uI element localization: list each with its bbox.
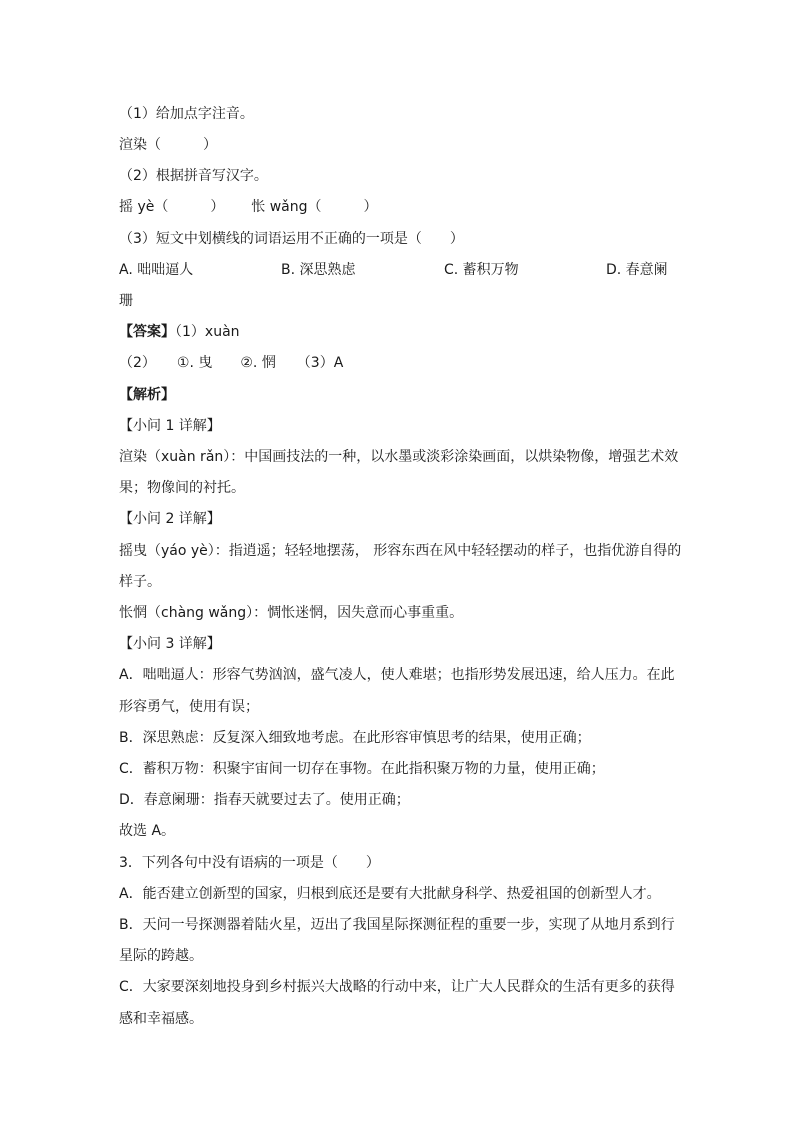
analysis-sub1-line2: 果；物像间的衬托。	[119, 480, 245, 496]
analysis-sub3-c: C．蓄积万物：积聚宇宙间一切存在事物。在此指积聚万物的力量，使用正确；	[119, 761, 605, 777]
analysis-sub3-b: B．深思熟虑：反复深入细致地考虑。在此形容审慎思考的结果，使用正确；	[119, 730, 591, 746]
answer-part2: （2） ①. 曳 ②. 惘 （3）A	[119, 355, 344, 371]
analysis-label: 【解析】	[119, 387, 175, 403]
question-2-item-a: 摇 yè（ ）	[119, 199, 225, 215]
question-3-stem: 3．下列各句中没有语病的一项是（ ）	[119, 855, 380, 871]
analysis-sub3-a2: 形容勇气，使用有误；	[119, 699, 259, 715]
question-2-item-b: 怅 wǎng（ ）	[251, 199, 378, 215]
analysis-conclusion: 故选 A。	[119, 823, 176, 839]
question-3-option-c1: C．大家要深刻地投身到乡村振兴大战略的行动中来，让广大人民群众的生活有更多的获得	[119, 979, 675, 995]
analysis-sub3-a1: A．咄咄逼人：形容气势汹汹，盛气凌人，使人难堪；也指形势发展迅速，给人压力。在此	[119, 667, 675, 683]
answer-line	[119, 322, 684, 342]
option-d: D. 春意阑	[606, 262, 668, 278]
analysis-sub2-line1: 摇曳（yáo yè）：指逍遥；轻轻地摆荡， 形容东西在风中轻轻摆动的样子，也指优游自得的	[119, 543, 682, 559]
analysis-sub3-title: 【小问 3 详解】	[119, 636, 221, 652]
answer-label: 【答案】	[119, 324, 175, 340]
analysis-sub2-line3: 怅惘（chàng wǎng）：惆怅迷惘，因失意而心事重重。	[119, 605, 464, 621]
option-d-wrap: 珊	[119, 293, 133, 309]
analysis-sub3-d: D．春意阑珊：指春天就要过去了。使用正确；	[119, 792, 410, 808]
option-c: C. 蓄积万物	[444, 262, 519, 278]
option-b: B. 深思熟虑	[281, 262, 356, 278]
question-3-prompt: （3）短文中划横线的词语运用不正确的一项是（ ）	[119, 231, 464, 247]
question-3-options	[119, 260, 684, 280]
question-2-items	[119, 197, 684, 217]
question-1-prompt: （1）给加点字注音。	[119, 106, 254, 122]
answer-part1: （1）xuàn	[175, 324, 240, 340]
option-a: A. 咄咄逼人	[119, 262, 194, 278]
analysis-sub1-title: 【小问 1 详解】	[119, 418, 221, 434]
question-1-item: 渲染（ ）	[119, 137, 217, 153]
question-3-option-b1: B．天问一号探测器着陆火星，迈出了我国星际探测征程的重要一步，实现了从地月系到行	[119, 917, 675, 933]
analysis-sub2-title: 【小问 2 详解】	[119, 511, 221, 527]
question-3-option-c2: 感和幸福感。	[119, 1011, 203, 1027]
analysis-sub2-line2: 样子。	[119, 574, 161, 590]
question-3-option-a: A．能否建立创新型的国家，归根到底还是要有大批献身科学、热爱祖国的创新型人才。	[119, 886, 661, 902]
question-2-prompt: （2）根据拼音写汉字。	[119, 168, 268, 184]
analysis-sub1-line1: 渲染（xuàn rǎn）：中国画技法的一种，以水墨或淡彩涂染画面，以烘染物像，增强艺术效	[119, 449, 679, 465]
question-3-option-b2: 星际的跨越。	[119, 948, 203, 964]
